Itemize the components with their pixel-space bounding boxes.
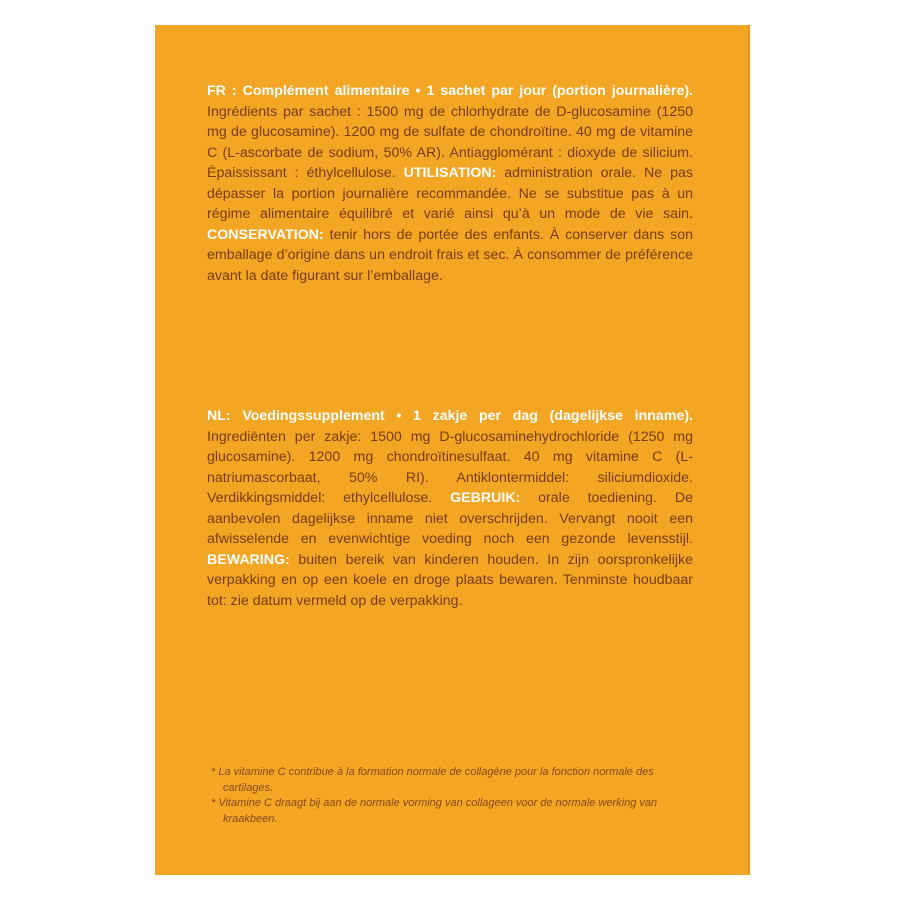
french-label-text: [207, 81, 693, 286]
french-ingredients: Ingrédients par sachet : 1500 mg de chlorhydrate de D-glucosamine (1250 mg de glucosamine). 1200 mg de sulfate de chondroïtine. 40 mg de vitamine C (L-ascorbate de sodium, 50% AR). Antiagglomérant : dioxyde de silicium. Épaississant : éthylcellulose.: [207, 103, 693, 181]
french-usage-text: administration orale. Ne pas dépasser la portion journalière recommandée. Ne se substitue pas à un régime alimentaire équilibré et varié ainsi qu’à un mode de vie sain.: [207, 165, 693, 222]
french-storage-text: tenir hors de portée des enfants. À conserver dans son emballage d’origine dans un endroit frais et sec. À consommer de préférence avant la date figurant sur l’emballage.: [207, 226, 693, 284]
dutch-storage-text: buiten bereik van kinderen houden. In zijn oorspronkelijke verpakking en op een koele en droge plaats bewaren. Tenminste houdbaar tot: zie datum vermeld op de verpakking.: [207, 551, 693, 609]
french-storage-label: CONSERVATION:: [207, 226, 324, 243]
footnote-dutch: * Vitamine C draagt bij aan de normale vorming van collageen voor de normale werking van kraakbeen.: [211, 797, 658, 825]
footnotes: [211, 765, 691, 827]
dutch-heading: NL: Voedingssupplement • 1 zakje per dag (dagelijkse inname).: [207, 408, 693, 424]
french-heading: FR : Complément alimentaire • 1 sachet par jour (portion journalière).: [207, 83, 693, 99]
dutch-storage-label: BEWARING:: [207, 551, 290, 568]
dutch-label-text: [207, 406, 693, 611]
dutch-usage-text: orale toediening. De aanbevolen dagelijkse inname niet overschrijden. Vervangt nooit een afwisselende en evenwichtige voeding noch een gezonde levensstijl.: [207, 490, 693, 547]
dutch-ingredients: Ingrediënten per zakje: 1500 mg D-glucosaminehydrochloride (1250 mg glucosamine). 1200 mg chondroïtinesulfaat. 40 mg vitamine C (L-natriumascorbaat, 50% RI). Antiklontermiddel: siliciumdioxide. Verdikkingsmiddel: ethylcellulose.: [207, 428, 693, 506]
french-usage-label: UTILISATION:: [403, 165, 497, 181]
footnote-french: * La vitamine C contribue à la formation normale de collagène pour la fonction normale des cartilages.: [211, 766, 654, 794]
dutch-usage-label: GEBRUIK:: [450, 490, 521, 506]
package-back-panel: [155, 25, 750, 875]
